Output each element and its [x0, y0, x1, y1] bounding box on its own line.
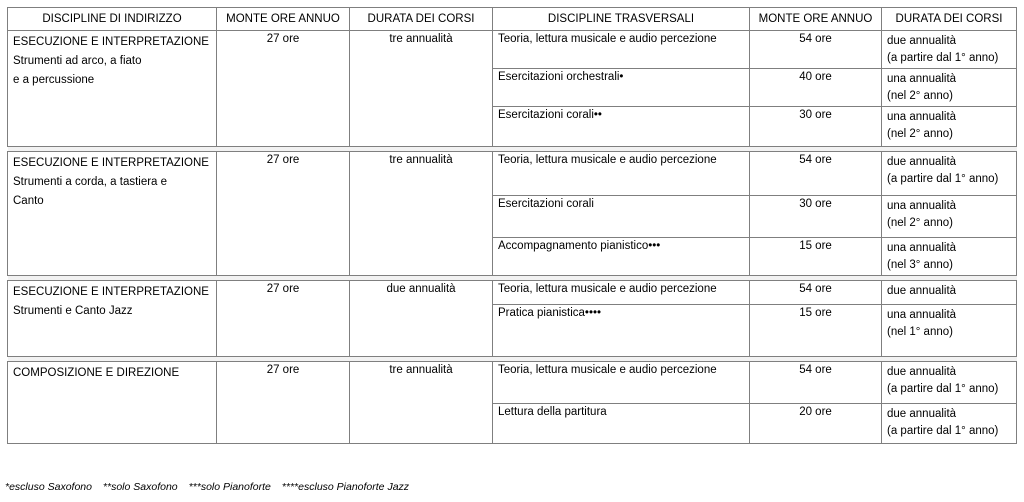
discipline-sub: Strumenti ad arco, a fiato — [13, 55, 142, 67]
discipline-sub: Canto — [13, 195, 44, 207]
discipline-cell — [8, 31, 217, 147]
subject-duration — [882, 281, 1017, 305]
table-container — [7, 7, 1016, 444]
header-discipline-trasversali: DISCIPLINE TRASVERSALI — [493, 8, 750, 31]
duration-line: una annualità — [887, 200, 957, 212]
subject-cell: Teoria, lettura musicale e audio percezione — [493, 152, 750, 196]
discipline-name: COMPOSIZIONE E DIREZIONE — [13, 367, 180, 379]
duration-note: (a partire dal 1° anno) — [887, 383, 999, 395]
header-row — [8, 8, 1017, 31]
hours-cell: 27 ore — [217, 281, 350, 357]
subject-hours: 54 ore — [750, 152, 882, 196]
discipline-name: ESECUZIONE E INTERPRETAZIONE — [13, 36, 209, 48]
footnote-4: ****escluso Pianoforte Jazz — [281, 481, 410, 493]
subject-duration — [882, 107, 1017, 147]
table-row — [8, 152, 1017, 196]
duration-cell: tre annualità — [350, 152, 493, 276]
duration-note: (a partire dal 1° anno) — [887, 52, 999, 64]
subject-hours: 30 ore — [750, 196, 882, 238]
subject-hours: 20 ore — [750, 404, 882, 444]
duration-line: una annualità — [887, 242, 957, 254]
table-row — [8, 281, 1017, 305]
duration-line: due annualità — [887, 366, 957, 378]
subject-cell: Pratica pianistica•••• — [493, 305, 750, 357]
subject-hours: 54 ore — [750, 31, 882, 69]
subject-hours: 54 ore — [750, 281, 882, 305]
duration-line: due annualità — [887, 285, 957, 297]
table-row — [8, 362, 1017, 404]
subject-hours: 40 ore — [750, 69, 882, 107]
hours-cell: 27 ore — [217, 362, 350, 444]
header-monte-ore: MONTE ORE ANNUO — [217, 8, 350, 31]
discipline-name: ESECUZIONE E INTERPRETAZIONE — [13, 286, 209, 298]
duration-line: due annualità — [887, 35, 957, 47]
subject-duration — [882, 196, 1017, 238]
subject-cell: Esercitazioni corali•• — [493, 107, 750, 147]
subject-cell: Teoria, lettura musicale e audio percezione — [493, 31, 750, 69]
footnotes — [5, 481, 417, 493]
subject-hours: 54 ore — [750, 362, 882, 404]
hours-cell: 27 ore — [217, 152, 350, 276]
duration-note: (nel 1° anno) — [887, 326, 953, 338]
discipline-cell — [8, 362, 217, 444]
header-discipline-indirizzo: DISCIPLINE DI INDIRIZZO — [8, 8, 217, 31]
duration-line: una annualità — [887, 73, 957, 85]
subject-cell: Teoria, lettura musicale e audio percezione — [493, 362, 750, 404]
subject-duration — [882, 362, 1017, 404]
subject-duration — [882, 238, 1017, 276]
duration-note: (nel 2° anno) — [887, 217, 953, 229]
duration-note: (a partire dal 1° anno) — [887, 425, 999, 437]
subject-cell: Lettura della partitura — [493, 404, 750, 444]
subject-duration — [882, 404, 1017, 444]
discipline-name: ESECUZIONE E INTERPRETAZIONE — [13, 157, 209, 169]
subject-hours: 15 ore — [750, 305, 882, 357]
courses-table — [7, 7, 1017, 444]
subject-hours: 15 ore — [750, 238, 882, 276]
duration-line: una annualità — [887, 111, 957, 123]
duration-note: (a partire dal 1° anno) — [887, 173, 999, 185]
subject-duration — [882, 305, 1017, 357]
duration-cell: due annualità — [350, 281, 493, 357]
subject-duration — [882, 31, 1017, 69]
duration-note: (nel 2° anno) — [887, 90, 953, 102]
duration-note: (nel 2° anno) — [887, 128, 953, 140]
subject-cell: Teoria, lettura musicale e audio percezione — [493, 281, 750, 305]
discipline-sub: Strumenti a corda, a tastiera e — [13, 176, 168, 188]
duration-cell: tre annualità — [350, 362, 493, 444]
discipline-sub: e a percussione — [13, 74, 95, 86]
table-row — [8, 31, 1017, 69]
header-durata-trasversali: DURATA DEI CORSI — [882, 8, 1017, 31]
subject-cell: Esercitazioni corali — [493, 196, 750, 238]
duration-line: due annualità — [887, 408, 957, 420]
subject-duration — [882, 152, 1017, 196]
subject-cell: Esercitazioni orchestrali• — [493, 69, 750, 107]
header-durata: DURATA DEI CORSI — [350, 8, 493, 31]
duration-cell: tre annualità — [350, 31, 493, 147]
footnote-1: *escluso Saxofono — [5, 481, 92, 493]
footnote-2: **solo Saxofono — [102, 481, 178, 493]
subject-cell: Accompagnamento pianistico••• — [493, 238, 750, 276]
footnote-3: ***solo Pianoforte — [188, 481, 271, 493]
header-monte-ore-trasversali: MONTE ORE ANNUO — [750, 8, 882, 31]
subject-duration — [882, 69, 1017, 107]
duration-line: due annualità — [887, 156, 957, 168]
discipline-sub: Strumenti e Canto Jazz — [13, 305, 133, 317]
discipline-cell — [8, 281, 217, 357]
duration-note: (nel 3° anno) — [887, 259, 953, 271]
duration-line: una annualità — [887, 309, 957, 321]
subject-hours: 30 ore — [750, 107, 882, 147]
discipline-cell — [8, 152, 217, 276]
hours-cell: 27 ore — [217, 31, 350, 147]
